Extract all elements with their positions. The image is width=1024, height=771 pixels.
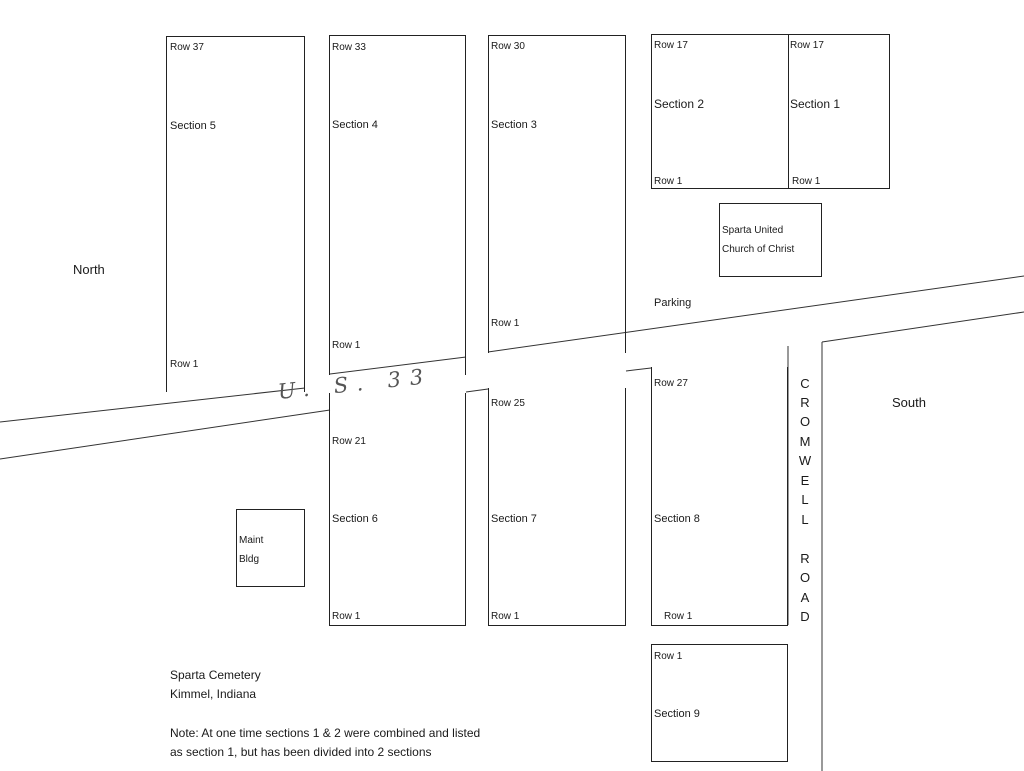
section-4-bottom-row: Row 1 bbox=[332, 340, 361, 351]
section-4-top-row: Row 33 bbox=[332, 42, 366, 53]
section-5-name: Section 5 bbox=[170, 120, 216, 132]
parking-label: Parking bbox=[654, 297, 692, 309]
us33-upper-edge-west bbox=[0, 388, 305, 422]
section-6-top-row: Row 21 bbox=[332, 436, 366, 447]
section-6[interactable] bbox=[329, 393, 466, 626]
section-1-top-row: Row 17 bbox=[790, 40, 824, 51]
cromwell-letter: C bbox=[800, 376, 810, 391]
section-9-top-row: Row 1 bbox=[654, 651, 683, 662]
section-2[interactable] bbox=[651, 34, 789, 189]
section-8[interactable] bbox=[651, 367, 788, 626]
cromwell-letter: R bbox=[800, 551, 810, 566]
caption-title: Sparta Cemetery bbox=[170, 668, 261, 682]
section-1-bottom-row: Row 1 bbox=[792, 176, 821, 187]
church-name-line2: Church of Christ bbox=[722, 244, 795, 255]
south-label: South bbox=[892, 395, 926, 410]
note-line2: as section 1, but has been divided into 2 sections bbox=[170, 745, 432, 759]
section-2-top-row: Row 17 bbox=[654, 40, 688, 51]
us33-lower-edge-gap2 bbox=[626, 368, 651, 371]
map-note bbox=[170, 724, 480, 762]
cromwell-letter: M bbox=[799, 434, 811, 449]
cromwell-letter: L bbox=[801, 492, 809, 507]
section-2-name: Section 2 bbox=[654, 97, 705, 111]
section-7-top-row: Row 25 bbox=[491, 398, 525, 409]
church-name-line1: Sparta United bbox=[722, 225, 784, 236]
section-3-bottom-row: Row 1 bbox=[491, 318, 520, 329]
section-8-top-row: Row 27 bbox=[654, 378, 688, 389]
section-8-name: Section 8 bbox=[654, 513, 700, 525]
us33-lower-edge-gap bbox=[466, 389, 488, 392]
cromwell-letter: R bbox=[800, 395, 810, 410]
maint-label-line1: Maint bbox=[239, 535, 264, 546]
section-5-top-row: Row 37 bbox=[170, 42, 204, 53]
us33-lower-edge-east bbox=[822, 312, 1024, 342]
us33-road-label: U. S. 33 bbox=[276, 363, 434, 404]
section-4[interactable] bbox=[329, 35, 466, 375]
cromwell-letter: E bbox=[800, 473, 810, 488]
section-7-name: Section 7 bbox=[491, 513, 537, 525]
section-3-top-row: Row 30 bbox=[491, 41, 525, 52]
cromwell-letter: D bbox=[800, 609, 810, 624]
church-building[interactable] bbox=[719, 203, 822, 277]
us33-lower-edge-west bbox=[0, 410, 330, 459]
section-5[interactable] bbox=[166, 36, 305, 392]
section-9[interactable] bbox=[651, 644, 788, 762]
section-1-name: Section 1 bbox=[790, 97, 841, 111]
section-8-bottom-row: Row 1 bbox=[664, 611, 693, 622]
section-9-name: Section 9 bbox=[654, 708, 700, 720]
cromwell-letter: W bbox=[798, 453, 812, 468]
section-7-bottom-row: Row 1 bbox=[491, 611, 520, 622]
section-3-name: Section 3 bbox=[491, 119, 537, 131]
section-4-name: Section 4 bbox=[332, 119, 378, 131]
section-6-bottom-row: Row 1 bbox=[332, 611, 361, 622]
section-6-name: Section 6 bbox=[332, 513, 378, 525]
cromwell-letter: L bbox=[801, 512, 809, 527]
cromwell-letter: A bbox=[800, 590, 810, 605]
note-line1: Note: At one time sections 1 & 2 were combined and listed bbox=[170, 726, 481, 740]
cromwell-letter: O bbox=[799, 414, 811, 429]
section-7[interactable] bbox=[488, 388, 626, 626]
maintenance-building[interactable] bbox=[236, 509, 305, 587]
maint-label-line2: Bldg bbox=[239, 554, 260, 565]
map-caption bbox=[170, 666, 261, 704]
north-label: North bbox=[73, 262, 105, 277]
section-5-bottom-row: Row 1 bbox=[170, 359, 199, 370]
section-2-bottom-row: Row 1 bbox=[654, 176, 683, 187]
section-3[interactable] bbox=[488, 35, 626, 353]
cromwell-letter: O bbox=[799, 570, 811, 585]
caption-location: Kimmel, Indiana bbox=[170, 687, 257, 701]
section-1[interactable] bbox=[788, 34, 890, 189]
